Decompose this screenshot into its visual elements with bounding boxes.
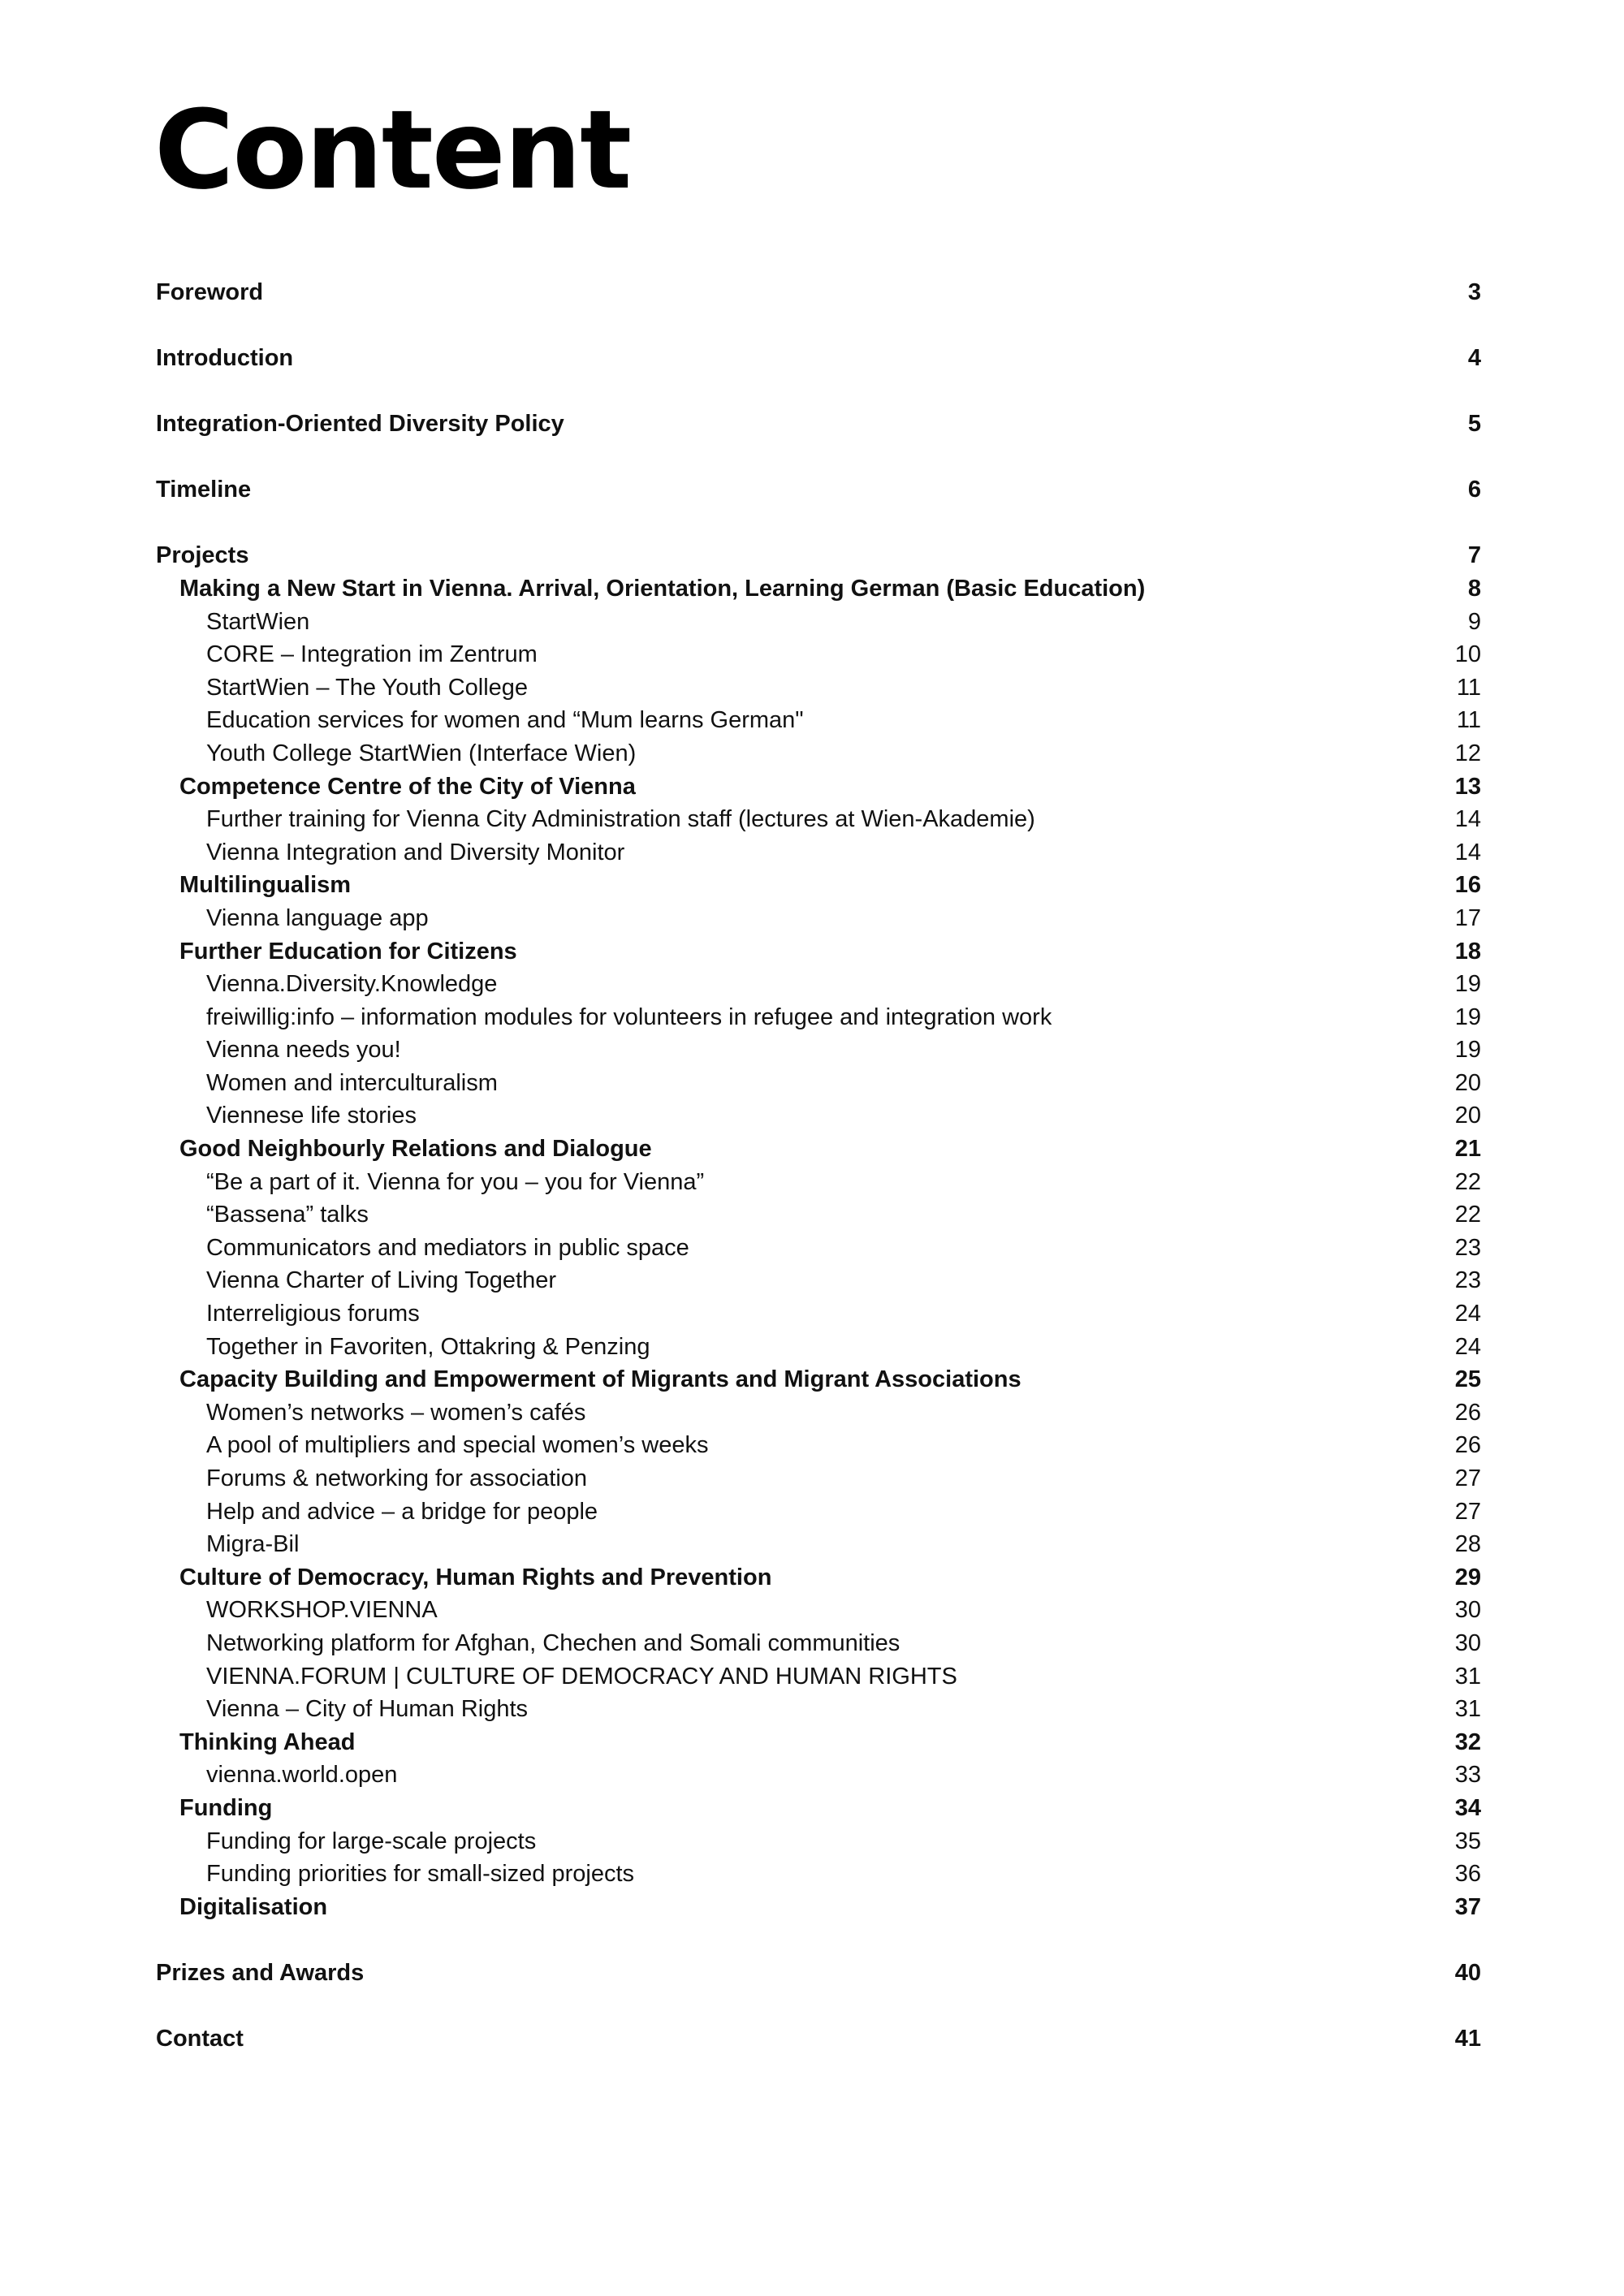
toc-entry[interactable] [156,1462,1481,1495]
toc-section[interactable] [156,1561,1481,1595]
toc-section[interactable] [156,1133,1481,1166]
toc-entry[interactable] [156,1825,1481,1858]
toc-section[interactable] [156,1726,1481,1759]
toc-entry[interactable] [156,803,1481,836]
toc-page-number: 13 [1454,773,1481,800]
toc-entry-title: Networking platform for Afghan, Chechen and Somali communities [206,1629,901,1656]
toc-entry-title: Women and interculturalism [206,1069,498,1096]
toc-entry[interactable] [156,1594,1481,1627]
toc-entry[interactable] [156,1528,1481,1561]
toc-entry-title: Vienna language app [206,904,429,931]
toc-entry[interactable] [156,1264,1481,1297]
toc-entry-title: Prizes and Awards [156,1959,365,1986]
toc-entry-title: Together in Favoriten, Ottakring & Penzing [206,1333,650,1360]
toc-entry-title: StartWien [206,608,310,635]
toc-entry[interactable] [156,1858,1481,1891]
toc-entry-title: Funding priorities for small-sized projects [206,1861,635,1888]
toc-page-number: 20 [1454,1103,1481,1129]
toc-page-number: 10 [1454,641,1481,668]
toc-entry-title: Funding [179,1794,273,1821]
toc-page-number: 22 [1454,1168,1481,1195]
toc-page-number: 27 [1454,1465,1481,1491]
toc-entry-title: Further Education for Citizens [179,938,517,965]
toc-entry[interactable] [156,1759,1481,1792]
page-title: Content [154,87,631,214]
toc-entry-title: Multilingualism [179,872,352,899]
toc-entry[interactable] [156,737,1481,770]
toc-page-number: 32 [1454,1728,1481,1755]
toc-entry[interactable] [156,1396,1481,1430]
toc-page-number: 17 [1454,904,1481,931]
toc-entry[interactable] [156,902,1481,935]
toc-entry[interactable] [156,671,1481,705]
toc-page-number: 14 [1454,839,1481,865]
toc-entry-title: Migra-Bil [206,1531,300,1558]
toc-page-number: 35 [1454,1828,1481,1854]
toc-entry-title: Vienna.Diversity.Knowledge [206,971,498,998]
toc-entry-title: A pool of multipliers and special women’s weeks [206,1432,709,1459]
toc-page-number: 3 [1467,279,1481,305]
toc-page-number: 27 [1454,1498,1481,1525]
toc-entry-title: Funding for large-scale projects [206,1828,537,1854]
toc-entry-title: Capacity Building and Empowerment of Migrants and Migrant Associations [179,1366,1021,1393]
toc-section[interactable] [156,770,1481,804]
toc-entry-title: Education services for women and “Mum learns German" [206,707,804,734]
toc-chapter[interactable] [156,276,1481,309]
toc-page-number: 16 [1454,872,1481,899]
toc-page-number: 28 [1454,1531,1481,1558]
toc-entry[interactable] [156,1034,1481,1067]
toc-page-number: 8 [1467,575,1481,602]
toc-entry-title: Women’s networks – women’s cafés [206,1399,586,1426]
toc-page-number: 19 [1454,1003,1481,1030]
toc-page-number: 20 [1454,1069,1481,1096]
toc-entry-title: Vienna Integration and Diversity Monitor [206,839,625,865]
toc-entry-title: Culture of Democracy, Human Rights and Prevention [179,1564,772,1590]
toc-page-number: 24 [1454,1333,1481,1360]
toc-entry[interactable] [156,606,1481,639]
toc-section[interactable] [156,1792,1481,1825]
toc-page-number: 30 [1454,1629,1481,1656]
toc-entry-title: Youth College StartWien (Interface Wien) [206,740,637,766]
toc-entry-title: Interreligious forums [206,1301,420,1327]
toc-section[interactable] [156,572,1481,606]
toc-entry[interactable] [156,1099,1481,1133]
toc-entry-title: CORE – Integration im Zentrum [206,641,538,668]
toc-page-number: 24 [1454,1301,1481,1327]
toc-entry[interactable] [156,1495,1481,1529]
toc-entry-title: Timeline [156,477,252,503]
toc-spacer [156,507,1481,540]
toc-page-number: 23 [1454,1267,1481,1294]
toc-entry[interactable] [156,968,1481,1001]
toc-chapter[interactable] [156,342,1481,375]
toc-chapter[interactable] [156,473,1481,507]
toc-page-number: 26 [1454,1399,1481,1426]
toc-spacer [156,1989,1481,2022]
toc-page-number: 30 [1454,1597,1481,1624]
toc-entry-title: Vienna – City of Human Rights [206,1696,529,1723]
toc-entry[interactable] [156,1166,1481,1199]
toc-entry-title: “Bassena” talks [206,1202,369,1228]
toc-page-number: 9 [1467,608,1481,635]
toc-page-number: 19 [1454,971,1481,998]
toc-entry-title: freiwillig:info – information modules for volunteers in refugee and integration work [206,1003,1052,1030]
toc-chapter[interactable] [156,539,1481,572]
toc-section[interactable] [156,869,1481,902]
toc-chapter[interactable] [156,1957,1481,1990]
toc-entry-title: VIENNA.FORUM | CULTURE OF DEMOCRACY AND HUMAN RIGHTS [206,1663,957,1690]
toc-page-number: 14 [1454,806,1481,833]
toc-page-number: 40 [1454,1959,1481,1986]
toc-entry[interactable] [156,638,1481,671]
toc-page-number: 34 [1454,1794,1481,1821]
toc-page-number: 7 [1467,542,1481,569]
toc-page-number: 22 [1454,1202,1481,1228]
toc-section[interactable] [156,935,1481,969]
toc-page-number: 23 [1454,1234,1481,1261]
toc-entry[interactable] [156,836,1481,870]
toc-entry-title: Good Neighbourly Relations and Dialogue [179,1136,652,1163]
toc-page-number: 29 [1454,1564,1481,1590]
toc-entry-title: Thinking Ahead [179,1728,356,1755]
toc-entry[interactable] [156,1429,1481,1462]
toc-entry-title: Further training for Vienna City Administration staff (lectures at Wien-Akademie) [206,806,1035,833]
toc-entry-title: Making a New Start in Vienna. Arrival, Orientation, Learning German (Basic Education) [179,575,1146,602]
toc-page-number: 12 [1454,740,1481,766]
toc-page-number: 36 [1454,1861,1481,1888]
toc-entry-title: StartWien – The Youth College [206,674,529,701]
toc-entry-title: Viennese life stories [206,1103,417,1129]
toc-entry-title: vienna.world.open [206,1762,398,1789]
toc-page-number: 11 [1456,674,1481,701]
toc-entry-title: Introduction [156,345,294,372]
table-of-contents [156,276,1481,2056]
toc-entry-title: Integration-Oriented Diversity Policy [156,411,564,438]
toc-page-number: 5 [1467,411,1481,438]
toc-page-number: 11 [1456,707,1481,734]
toc-entry-title: Foreword [156,279,264,305]
toc-spacer [156,1923,1481,1957]
toc-entry[interactable] [156,1067,1481,1100]
toc-entry[interactable] [156,1198,1481,1232]
toc-entry-title: WORKSHOP.VIENNA [206,1597,438,1624]
toc-entry[interactable] [156,1693,1481,1726]
toc-page-number: 31 [1454,1663,1481,1690]
toc-page-number: 26 [1454,1432,1481,1459]
toc-chapter[interactable] [156,408,1481,441]
toc-entry-title: Vienna needs you! [206,1037,401,1064]
toc-entry-title: Vienna Charter of Living Together [206,1267,556,1294]
toc-page-number: 21 [1454,1136,1481,1163]
toc-page-number: 19 [1454,1037,1481,1064]
toc-entry-title: Projects [156,542,249,569]
toc-entry-title: Digitalisation [179,1893,328,1920]
toc-chapter[interactable] [156,2022,1481,2056]
toc-entry-title: Communicators and mediators in public space [206,1234,689,1261]
toc-section[interactable] [156,1363,1481,1396]
toc-entry[interactable] [156,1660,1481,1694]
toc-entry-title: Competence Centre of the City of Vienna [179,773,636,800]
toc-entry-title: Help and advice – a bridge for people [206,1498,598,1525]
toc-page-number: 37 [1454,1893,1481,1920]
toc-entry[interactable] [156,1001,1481,1034]
toc-page-number: 41 [1454,2025,1481,2052]
toc-entry[interactable] [156,1331,1481,1364]
toc-spacer [156,441,1481,474]
toc-entry[interactable] [156,1297,1481,1331]
toc-section[interactable] [156,1891,1481,1924]
toc-entry-title: Forums & networking for association [206,1465,588,1491]
toc-entry-title: Contact [156,2025,244,2052]
toc-page-number: 31 [1454,1696,1481,1723]
toc-spacer [156,309,1481,343]
toc-spacer [156,375,1481,408]
toc-page-number: 4 [1467,345,1481,372]
toc-page-number: 33 [1454,1762,1481,1789]
toc-page-number: 6 [1467,477,1481,503]
toc-page-number: 18 [1454,938,1481,965]
toc-entry[interactable] [156,704,1481,737]
toc-page-number: 25 [1454,1366,1481,1393]
toc-entry-title: “Be a part of it. Vienna for you – you for Vienna” [206,1168,705,1195]
toc-entry[interactable] [156,1627,1481,1660]
toc-entry[interactable] [156,1232,1481,1265]
